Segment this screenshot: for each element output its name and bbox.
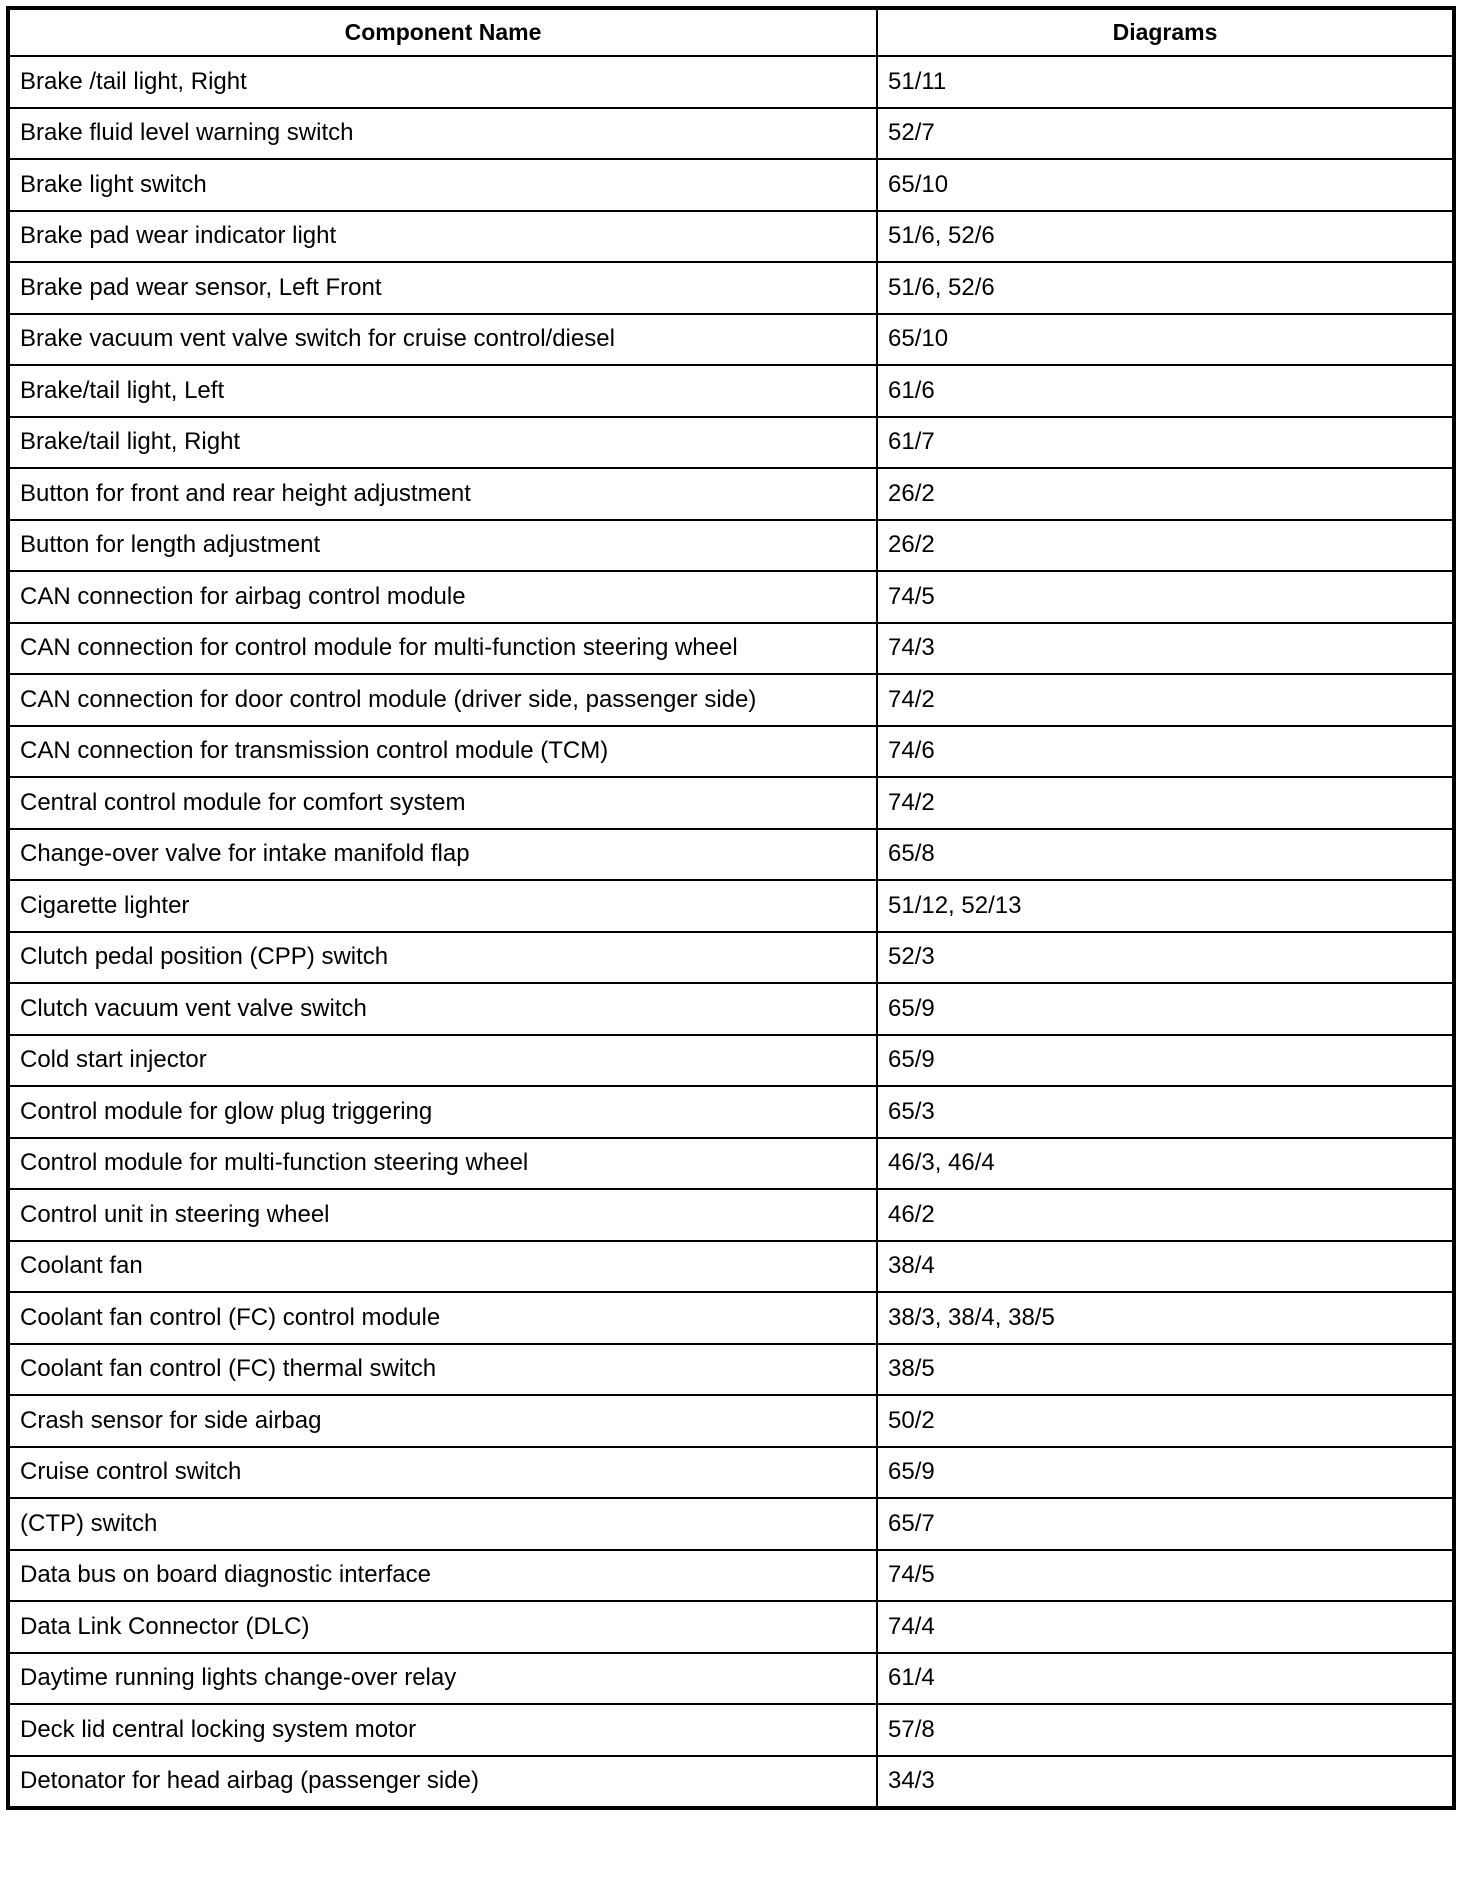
table-row [8,211,1454,263]
table-body [8,56,1454,1808]
component-name-cell: Coolant fan [8,1241,877,1293]
diagrams-cell: 51/12, 52/13 [877,880,1454,932]
diagrams-cell: 74/2 [877,777,1454,829]
component-name-cell: CAN connection for door control module (driver side, passenger side) [8,674,877,726]
table-row [8,417,1454,469]
diagrams-cell: 65/9 [877,983,1454,1035]
component-name-cell: Brake light switch [8,159,877,211]
diagrams-cell: 34/3 [877,1756,1454,1809]
diagrams-cell: 65/8 [877,829,1454,881]
diagrams-cell: 65/9 [877,1447,1454,1499]
table-row [8,1498,1454,1550]
diagrams-cell: 74/6 [877,726,1454,778]
table-row [8,1189,1454,1241]
table-row [8,56,1454,108]
component-name-cell: Crash sensor for side airbag [8,1395,877,1447]
component-name-cell: Change-over valve for intake manifold flap [8,829,877,881]
column-header-diagrams: Diagrams [877,8,1454,56]
table-row [8,1292,1454,1344]
diagrams-cell: 26/2 [877,468,1454,520]
diagrams-cell: 61/7 [877,417,1454,469]
table-row [8,1395,1454,1447]
diagrams-cell: 26/2 [877,520,1454,572]
column-header-component-name: Component Name [8,8,877,56]
diagrams-cell: 38/4 [877,1241,1454,1293]
table-row [8,365,1454,417]
diagrams-cell: 65/10 [877,159,1454,211]
component-name-cell: Cigarette lighter [8,880,877,932]
component-name-cell: Control unit in steering wheel [8,1189,877,1241]
table-row [8,159,1454,211]
diagrams-cell: 50/2 [877,1395,1454,1447]
diagrams-cell: 61/6 [877,365,1454,417]
table-row [8,1086,1454,1138]
diagrams-cell: 65/7 [877,1498,1454,1550]
component-name-cell: Coolant fan control (FC) thermal switch [8,1344,877,1396]
table-row [8,726,1454,778]
component-name-cell: CAN connection for transmission control module (TCM) [8,726,877,778]
diagrams-cell: 51/6, 52/6 [877,262,1454,314]
component-name-cell: Brake /tail light, Right [8,56,877,108]
component-name-cell: Control module for glow plug triggering [8,1086,877,1138]
diagrams-cell: 61/4 [877,1653,1454,1705]
component-name-cell: Central control module for comfort system [8,777,877,829]
diagrams-cell: 52/7 [877,108,1454,160]
diagrams-cell: 74/5 [877,571,1454,623]
table-row [8,1550,1454,1602]
component-name-cell: Cruise control switch [8,1447,877,1499]
diagrams-cell: 52/3 [877,932,1454,984]
component-name-cell: Control module for multi-function steering wheel [8,1138,877,1190]
table-header-row [8,8,1454,56]
diagrams-cell: 74/3 [877,623,1454,675]
component-name-cell: Brake fluid level warning switch [8,108,877,160]
component-name-cell: Brake pad wear sensor, Left Front [8,262,877,314]
diagrams-cell: 51/11 [877,56,1454,108]
component-name-cell: Brake pad wear indicator light [8,211,877,263]
component-name-cell: Clutch pedal position (CPP) switch [8,932,877,984]
table-row [8,623,1454,675]
component-name-cell: Daytime running lights change-over relay [8,1653,877,1705]
table-row [8,520,1454,572]
table-row [8,1344,1454,1396]
diagrams-cell: 46/2 [877,1189,1454,1241]
component-name-cell: (CTP) switch [8,1498,877,1550]
diagrams-cell: 51/6, 52/6 [877,211,1454,263]
table-row [8,777,1454,829]
table-row [8,468,1454,520]
diagrams-cell: 38/3, 38/4, 38/5 [877,1292,1454,1344]
component-name-cell: Button for front and rear height adjustment [8,468,877,520]
component-name-cell: Brake vacuum vent valve switch for cruise control/diesel [8,314,877,366]
table-row [8,1601,1454,1653]
diagrams-cell: 74/2 [877,674,1454,726]
table-row [8,1447,1454,1499]
component-name-cell: CAN connection for airbag control module [8,571,877,623]
table-row [8,1653,1454,1705]
diagrams-cell: 46/3, 46/4 [877,1138,1454,1190]
table-row [8,1241,1454,1293]
component-name-cell: Brake/tail light, Right [8,417,877,469]
component-name-cell: Data Link Connector (DLC) [8,1601,877,1653]
component-name-cell: Deck lid central locking system motor [8,1704,877,1756]
table-row [8,108,1454,160]
diagrams-cell: 38/5 [877,1344,1454,1396]
component-name-cell: Clutch vacuum vent valve switch [8,983,877,1035]
component-name-cell: Detonator for head airbag (passenger side) [8,1756,877,1809]
diagrams-cell: 57/8 [877,1704,1454,1756]
table-row [8,880,1454,932]
table-row [8,1756,1454,1809]
table-row [8,571,1454,623]
table-row [8,1035,1454,1087]
table-row [8,314,1454,366]
component-name-cell: Brake/tail light, Left [8,365,877,417]
table-row [8,932,1454,984]
table-row [8,1138,1454,1190]
component-name-cell: Button for length adjustment [8,520,877,572]
diagrams-cell: 65/3 [877,1086,1454,1138]
diagrams-cell: 74/5 [877,1550,1454,1602]
diagrams-cell: 74/4 [877,1601,1454,1653]
component-name-cell: Cold start injector [8,1035,877,1087]
diagrams-cell: 65/10 [877,314,1454,366]
component-name-cell: Data bus on board diagnostic interface [8,1550,877,1602]
component-index-table [6,6,1456,1810]
table-row [8,262,1454,314]
diagrams-cell: 65/9 [877,1035,1454,1087]
table-row [8,1704,1454,1756]
component-name-cell: Coolant fan control (FC) control module [8,1292,877,1344]
table-row [8,674,1454,726]
table-row [8,983,1454,1035]
table-row [8,829,1454,881]
component-name-cell: CAN connection for control module for multi-function steering wheel [8,623,877,675]
